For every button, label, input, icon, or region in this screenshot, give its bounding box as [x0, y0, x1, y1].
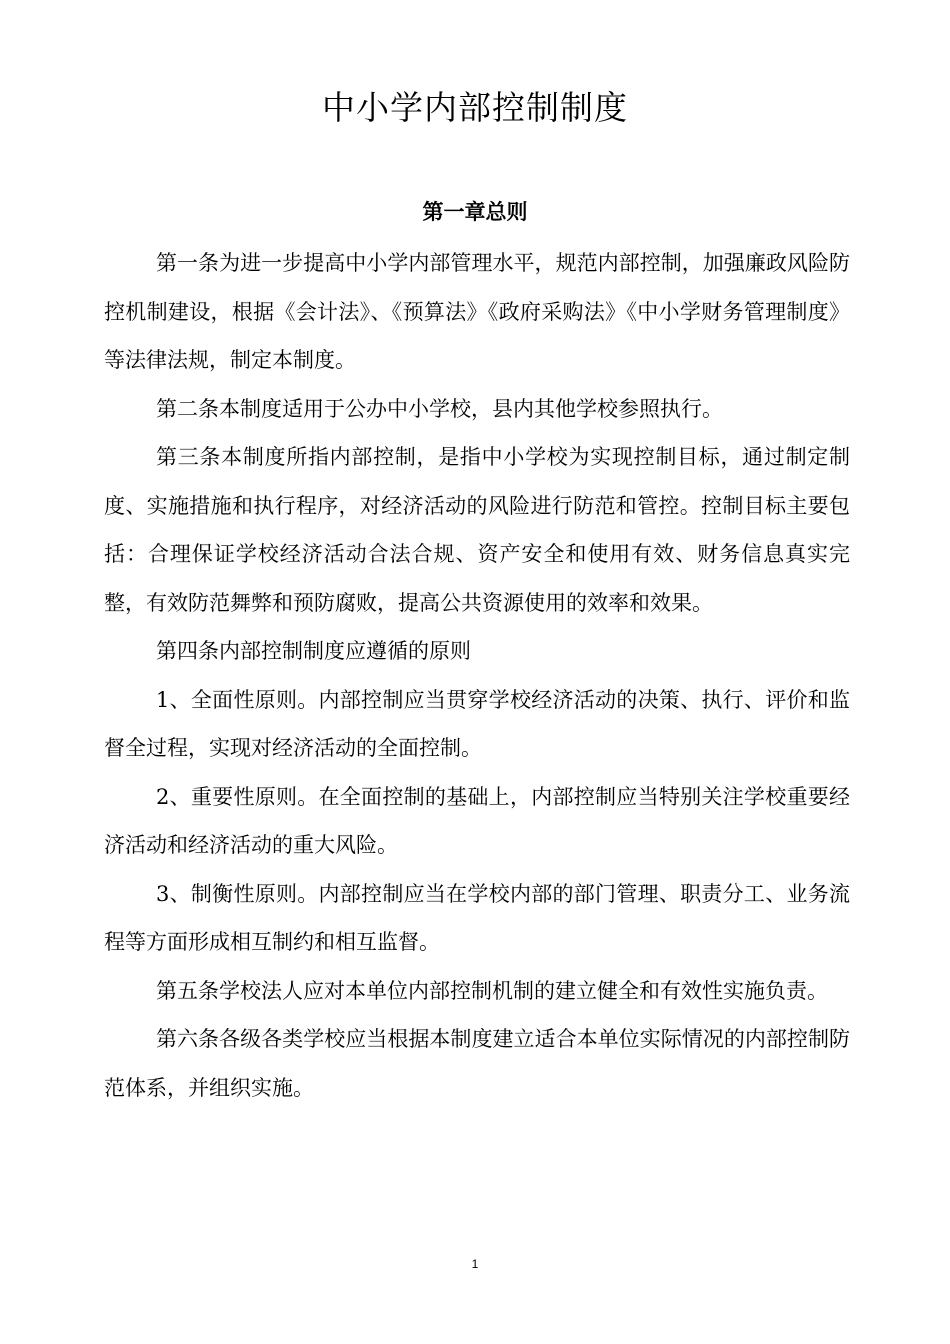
paragraph-article-3: 第三条本制度所指内部控制，是指中小学校为实现控制目标，通过制定制度、实施措施和执行程序，对经济活动的风险进行防范和管控。控制目标主要包括：合理保证学校经济活动合法合规、资产安全和使用有效、财务信息真实完整，有效防范舞弊和预防腐败，提高公共资源使用的效率和效果。 — [104, 445, 850, 615]
paragraph-article-2: 第二条本制度适用于公办中小学校，县内其他学校参照执行。 — [156, 396, 723, 421]
paragraph-principle-2: 2、重要性原则。在全面控制的基础上，内部控制应当特别关注学校重要经济活动和经济活动的重大风险。 — [104, 784, 850, 857]
paragraph-principle-1: 1、全面性原则。内部控制应当贯穿学校经济活动的决策、执行、评价和监督全过程，实现对经济活动的全面控制。 — [104, 687, 850, 760]
document-body — [104, 239, 850, 1112]
paragraph-article-6: 第六条各级各类学校应当根据本制度建立适合本单位实际情况的内部控制防范体系，并组织实施。 — [104, 1027, 850, 1100]
chapter-heading: 第一章总则 — [422, 199, 528, 224]
paragraph-article-5: 第五条学校法人应对本单位内部控制机制的建立健全和有效性实施负责。 — [156, 978, 828, 1003]
paragraph-article-1: 第一条为进一步提高中小学内部管理水平，规范内部控制，加强廉政风险防控机制建设，根据《会计法》、《预算法》《政府采购法》《中小学财务管理制度》等法律法规，制定本制度。 — [104, 251, 850, 372]
document-title: 中小学内部控制制度 — [322, 88, 628, 127]
page-number: 1 — [471, 1257, 479, 1271]
paragraph-principle-3: 3、制衡性原则。内部控制应当在学校内部的部门管理、职责分工、业务流程等方面形成相互制约和相互监督。 — [104, 881, 850, 954]
paragraph-article-4: 第四条内部控制制度应遵循的原则 — [156, 639, 471, 663]
